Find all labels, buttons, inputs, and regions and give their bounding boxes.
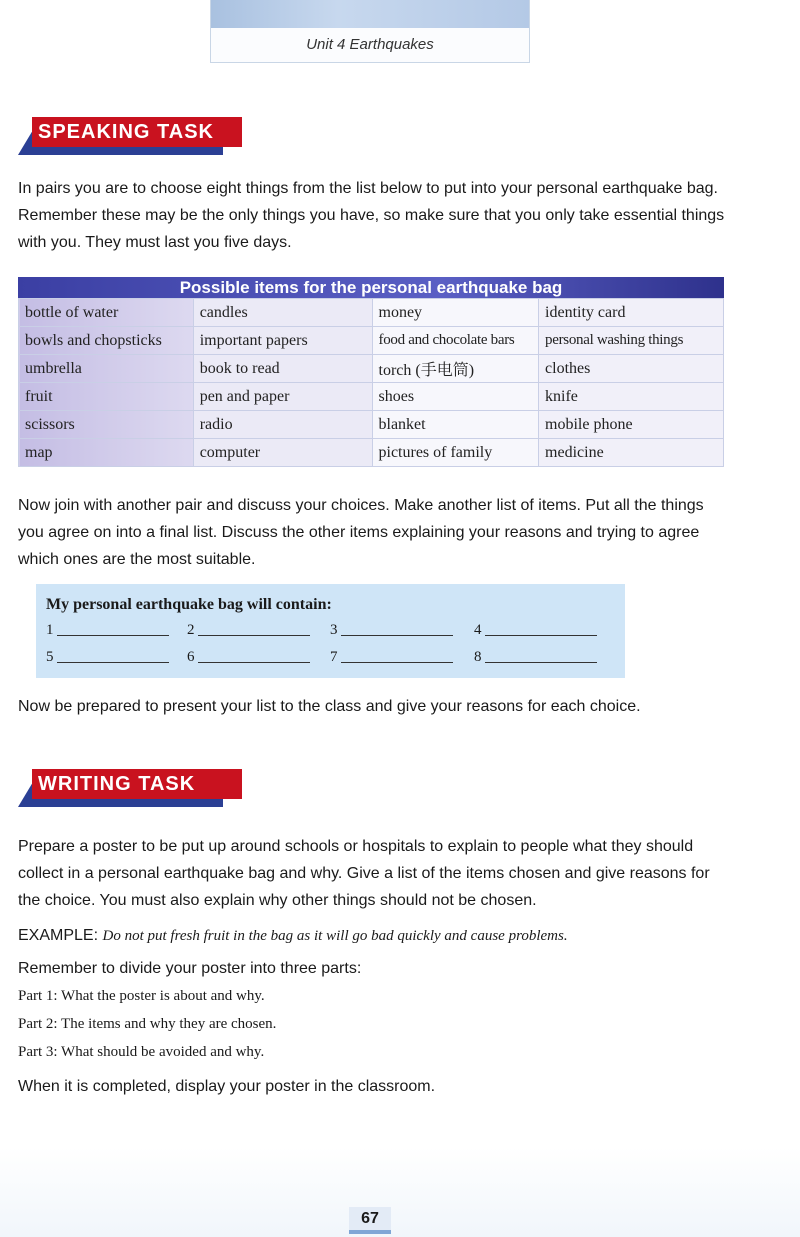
item-cell: mobile phone: [539, 411, 724, 439]
remember-line: Remember to divide your poster into three parts:: [18, 960, 362, 977]
speaking-task-banner: [18, 117, 226, 155]
items-grid: [18, 298, 724, 467]
present-paragraph: Now be prepared to present your list to the class and give your reasons for each choice.: [18, 698, 641, 715]
item-cell: bottle of water: [19, 299, 194, 327]
item-cell: money: [372, 299, 539, 327]
item-cell: map: [19, 439, 194, 467]
personal-bag-box: [36, 584, 625, 678]
bag-slot[interactable]: 7: [330, 649, 453, 666]
item-cell: bowls and chopsticks: [19, 327, 194, 355]
discuss-paragraph: Now join with another pair and discuss your choices. Make another list of items. Put all the things you agree on into a final list. Discuss the other items explaining your reasons and trying to agree which ones are the most suitable.: [18, 497, 704, 568]
item-cell: clothes: [539, 355, 724, 383]
item-cell: knife: [539, 383, 724, 411]
poster-part: Part 2: The items and why they are chosen.: [18, 1016, 277, 1032]
item-cell: identity card: [539, 299, 724, 327]
unit-title: Unit 4 Earthquakes: [306, 36, 434, 53]
page-number: 67: [349, 1207, 391, 1234]
unit-header: [210, 0, 530, 63]
item-cell: pictures of family: [372, 439, 539, 467]
items-table-title: Possible items for the personal earthquake bag: [18, 277, 724, 298]
table-row: [19, 439, 724, 467]
item-cell: book to read: [193, 355, 372, 383]
bag-slot[interactable]: 4: [474, 622, 597, 639]
writing-task-banner: [18, 769, 226, 807]
table-row: [19, 327, 724, 355]
example-text: Do not put fresh fruit in the bag as it will go bad quickly and cause problems.: [102, 928, 568, 944]
writing-intro: Prepare a poster to be put up around schools or hospitals to explain to people what they should collect in a personal earthquake bag and why. Give a list of the items chosen and give reasons for the choice. You must also explain why other things should not be chosen.: [18, 838, 710, 909]
item-cell: pen and paper: [193, 383, 372, 411]
item-cell: torch (手电筒): [372, 355, 539, 383]
bag-slot[interactable]: 3: [330, 622, 453, 639]
writing-task-heading: WRITING TASK: [32, 769, 242, 799]
bag-slot[interactable]: 2: [187, 622, 310, 639]
item-cell: computer: [193, 439, 372, 467]
poster-part: Part 3: What should be avoided and why.: [18, 1044, 265, 1060]
item-cell: umbrella: [19, 355, 194, 383]
table-row: [19, 411, 724, 439]
item-cell: candles: [193, 299, 372, 327]
bag-slot[interactable]: 5: [46, 649, 169, 666]
table-row: [19, 383, 724, 411]
speaking-intro: In pairs you are to choose eight things from the list below to put into your personal earthquake bag. Remember these may be the only things you have, so make sure that you only take essential things with you. They must last you five days.: [18, 180, 725, 251]
example-line: [18, 922, 728, 950]
bag-slot[interactable]: 8: [474, 649, 597, 666]
item-cell: food and chocolate bars: [372, 327, 539, 355]
item-cell: fruit: [19, 383, 194, 411]
speaking-task-heading: SPEAKING TASK: [32, 117, 242, 147]
poster-part: Part 1: What the poster is about and why.: [18, 988, 265, 1004]
item-cell: scissors: [19, 411, 194, 439]
header-image-strip: [211, 0, 529, 28]
table-row: [19, 355, 724, 383]
items-table: [18, 277, 724, 467]
bag-slot[interactable]: 1: [46, 622, 169, 639]
example-label: EXAMPLE:: [18, 927, 99, 944]
item-cell: radio: [193, 411, 372, 439]
item-cell: personal washing things: [539, 327, 724, 355]
item-cell: medicine: [539, 439, 724, 467]
item-cell: important papers: [193, 327, 372, 355]
item-cell: shoes: [372, 383, 539, 411]
personal-bag-title: My personal earthquake bag will contain:: [46, 596, 332, 613]
closing-line: When it is completed, display your poster in the classroom.: [18, 1078, 436, 1095]
item-cell: blanket: [372, 411, 539, 439]
table-row: [19, 299, 724, 327]
bag-slot[interactable]: 6: [187, 649, 310, 666]
